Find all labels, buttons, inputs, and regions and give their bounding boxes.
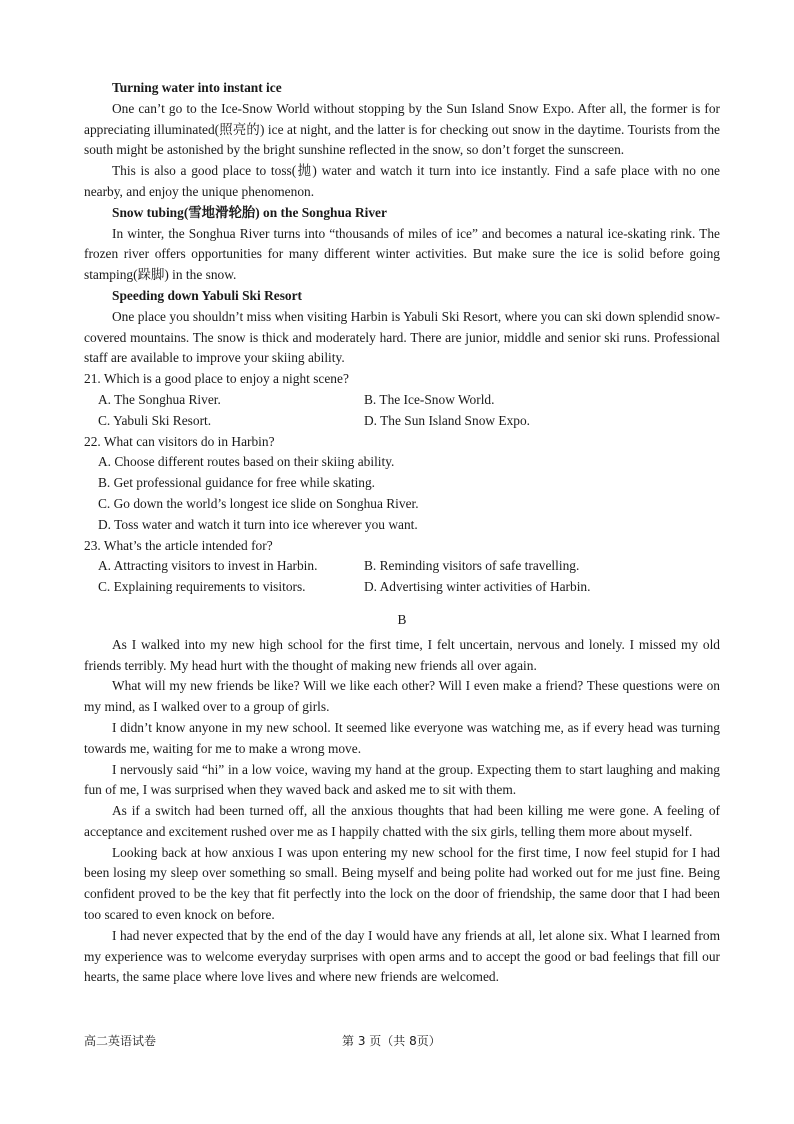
paragraph: As I walked into my new high school for the first time, I felt uncertain, nervous and lonely. I missed my old friends terribly. My head hurt with the thought of making new friends all over again.: [84, 636, 720, 673]
paragraph: I nervously said “hi” in a low voice, waving my hand at the group. Expecting them to start laughing and making fun of me, I was surprised when they waved back and asked me to sit with them.: [84, 761, 720, 798]
option-row: [84, 556, 720, 577]
paragraph: This is also a good place to toss(抛) water and watch it turn into ice instantly. Find a safe place with no one nearby, and enjoy the unique phenomenon.: [84, 163, 720, 199]
footer-page-number: 第 3 页（共 8页）: [342, 1034, 441, 1048]
option-c: C. Explaining requirements to visitors.: [98, 579, 306, 595]
option-c: C. Yabuli Ski Resort.: [98, 412, 212, 428]
heading-snow-tubing: Snow tubing(雪地滑轮胎) on the Songhua River: [112, 204, 387, 220]
paragraph: One place you shouldn’t miss when visiting Harbin is Yabuli Ski Resort, where you can ski down splendid snow-covered mountains. The snow is thick and moderately hard. There are junior, middle and senior ski runs. Professional staff are available to improve your skiing ability.: [84, 308, 720, 366]
paragraph: Looking back at how anxious I was upon entering my new school for the first time, I now feel stupid for I had been losing my sleep over something so small. Being myself and being polite had worked out for me just fine. Being confident proved to be the key that fit perfectly into the lock on the door of friendship, the same door that I had been too scared to even knock on before.: [84, 844, 720, 923]
footer-exam-title: 高二英语试卷: [84, 1034, 157, 1048]
paragraph: As if a switch had been turned off, all the anxious thoughts that had been killing me were gone. A feeling of acceptance and excitement rushed over me as I happily chatted with the six girls, telling them more about myself.: [84, 803, 720, 839]
paragraph: In winter, the Songhua River turns into “thousands of miles of ice” and becomes a natural ice-skating rink. The frozen river offers opportunities for many different winter activities. But make sure the ice is solid before going stamping(跺脚) in the snow.: [84, 225, 720, 283]
question-21: [84, 369, 720, 431]
question-22: [84, 432, 720, 536]
exam-page: [84, 78, 720, 988]
option-a: A. Choose different routes based on their skiing ability.: [98, 454, 395, 470]
paragraph: What will my new friends be like? Will we like each other? Will I even make a friend? These questions were on my mind, as I walked over to a group of girls.: [84, 678, 720, 715]
option-b: B. Reminding visitors of safe travelling.: [364, 558, 580, 574]
option-row: [84, 411, 720, 432]
heading-yabuli: Speeding down Yabuli Ski Resort: [112, 287, 302, 303]
question-stem: 21. Which is a good place to enjoy a night scene?: [84, 371, 349, 387]
option-d: D. The Sun Island Snow Expo.: [364, 412, 531, 428]
option-a: A. The Songhua River.: [98, 391, 221, 407]
paragraph: I had never expected that by the end of the day I would have any friends at all, let alone six. What I learned from my experience was to welcome everyday surprises with open arms and to accept the good or bad feelings that fill our hearts, the same place where love lives and where new friends are welcomed.: [84, 927, 720, 985]
option-row: [84, 577, 720, 598]
option-a: A. Attracting visitors to invest in Harbin.: [98, 558, 318, 574]
heading-turning-water: Turning water into instant ice: [112, 80, 282, 95]
option-d: D. Advertising winter activities of Harbin.: [364, 579, 591, 595]
paragraph: One can’t go to the Ice-Snow World without stopping by the Sun Island Snow Expo. After all, the former is for appreciating illuminated(照亮的) ice at night, and the latter is for checking out snow in the daytime. Tourists from the south might be astonished by the bright sunshine reflected in the snow, so don’t forget the sunscreen.: [84, 100, 720, 158]
section-label-b: B: [397, 611, 407, 627]
option-b: B. The Ice-Snow World.: [364, 391, 495, 407]
question-stem: 22. What can visitors do in Harbin?: [84, 433, 275, 449]
option-d: D. Toss water and watch it turn into ice wherever you want.: [98, 516, 418, 532]
question-stem: 23. What’s the article intended for?: [84, 537, 273, 553]
paragraph: I didn’t know anyone in my new school. It seemed like everyone was watching me, as if every head was turning towards me, waiting for me to make a wrong move.: [84, 719, 720, 756]
option-b: B. Get professional guidance for free while skating.: [98, 475, 376, 491]
option-row: [84, 390, 720, 411]
question-23: [84, 536, 720, 598]
option-c: C. Go down the world’s longest ice slide on Songhua River.: [98, 495, 419, 511]
